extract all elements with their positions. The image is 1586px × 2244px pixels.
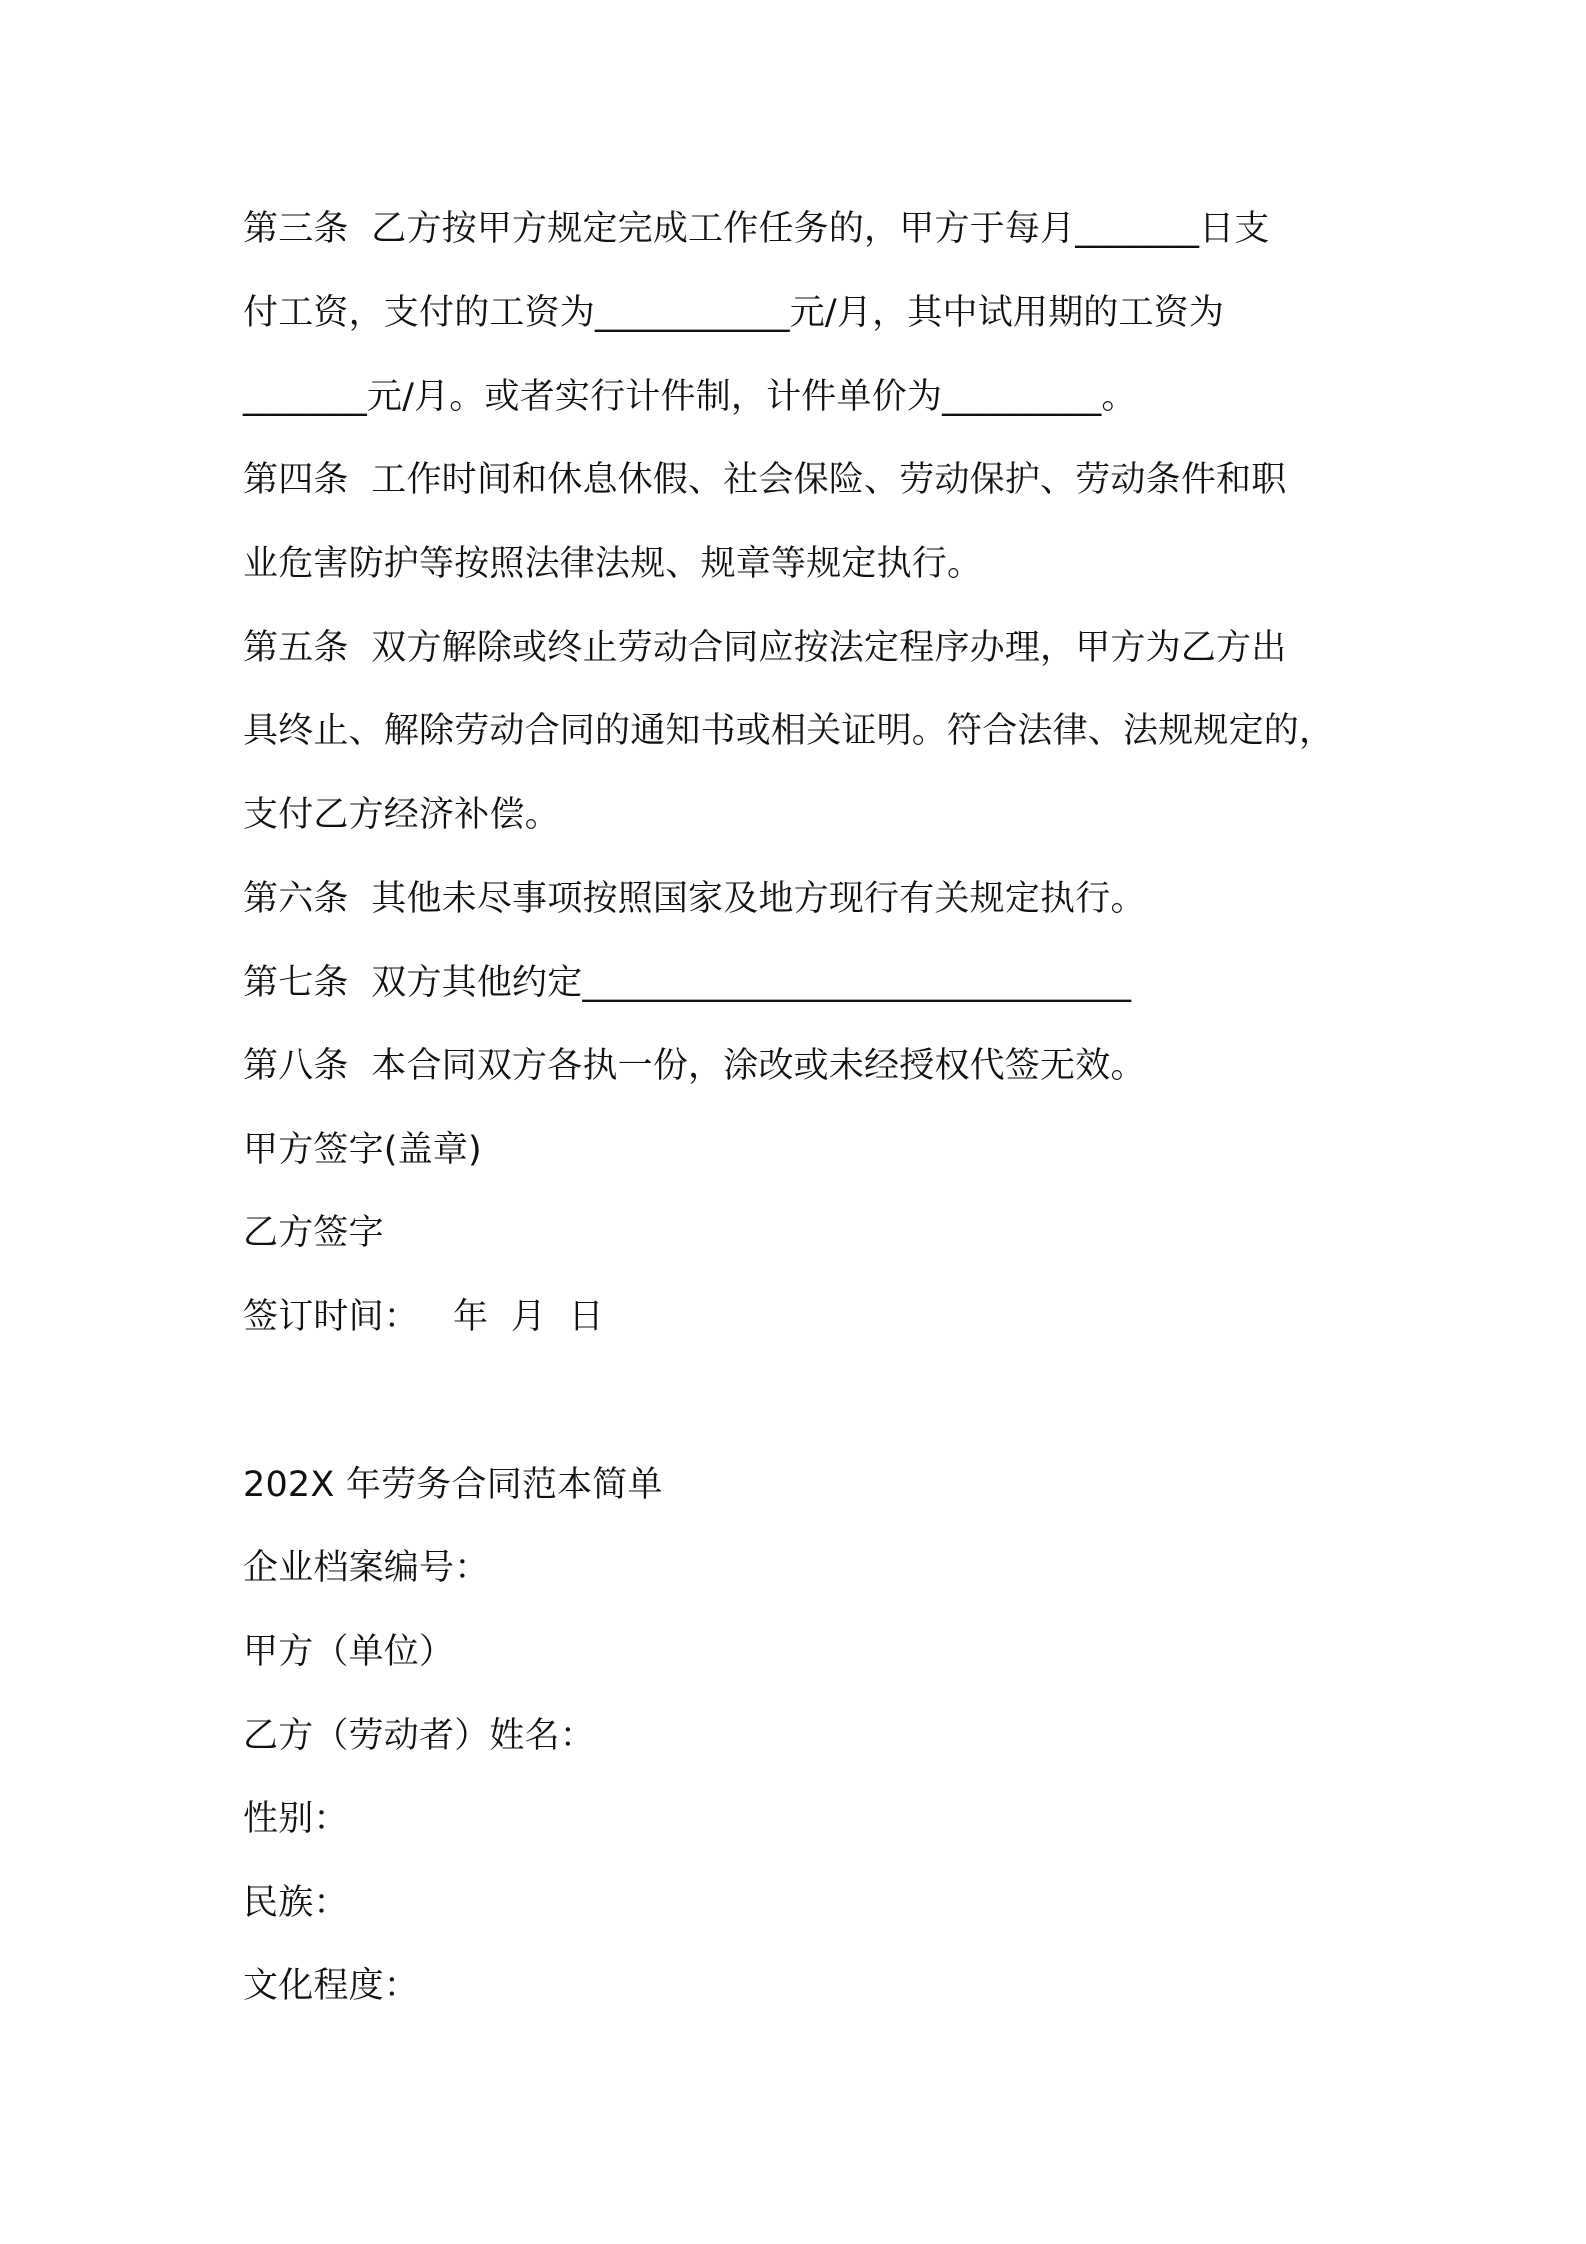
ethnicity-field: 民族：: [243, 1883, 349, 1923]
article-5-line-1: 第五条 双方解除或终止劳动合同应按法定程序办理，甲方为乙方出: [243, 628, 1287, 668]
article-3-line-2: 付工资，支付的工资为___________元/月，其中试用期的工资为: [243, 293, 1225, 333]
article-3-line-1: 第三条 乙方按甲方规定完成工作任务的，甲方于每月_______日支: [243, 209, 1270, 249]
article-4-line-1: 第四条 工作时间和休息休假、社会保险、劳动保护、劳动条件和职: [243, 460, 1287, 500]
article-3-line-3: _______元/月。或者实行计件制，计件单价为_________。: [243, 377, 1137, 417]
document-title: 202X 年劳务合同范本简单: [243, 1465, 663, 1505]
party-a-unit: 甲方（单位）: [243, 1632, 455, 1672]
party-b-name: 乙方（劳动者）姓名：: [243, 1716, 596, 1756]
article-5-line-3: 支付乙方经济补偿。: [243, 795, 560, 835]
article-7: 第七条 双方其他约定_______________________________: [243, 963, 1132, 1003]
article-4-line-2: 业危害防护等按照法律法规、规章等规定执行。: [243, 544, 983, 584]
article-8: 第八条 本合同双方各执一份，涂改或未经授权代签无效。: [243, 1046, 1146, 1086]
gender-field: 性别：: [243, 1799, 349, 1839]
party-b-signature: 乙方签字: [243, 1213, 384, 1253]
signing-date: 签订时间： 年 月 日: [243, 1297, 604, 1337]
article-6: 第六条 其他未尽事项按照国家及地方现行有关规定执行。: [243, 879, 1146, 919]
education-field: 文化程度：: [243, 1966, 420, 2006]
article-5-line-2: 具终止、解除劳动合同的通知书或相关证明。符合法律、法规规定的，: [243, 711, 1335, 751]
enterprise-file-number: 企业档案编号：: [243, 1548, 490, 1588]
party-a-signature: 甲方签字(盖章): [243, 1130, 482, 1170]
